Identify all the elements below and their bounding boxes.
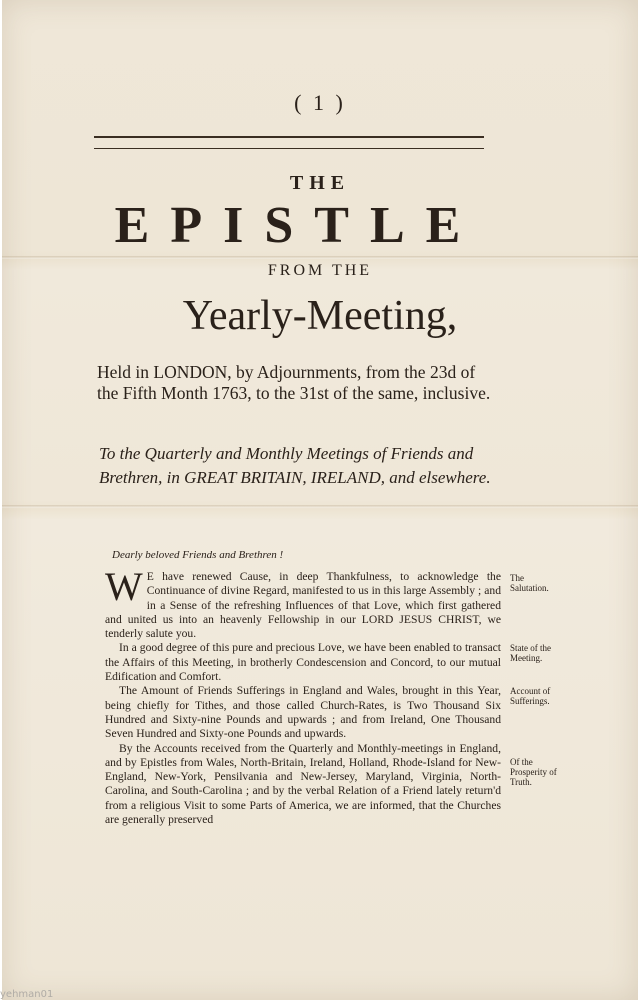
paragraph-text: E have renewed Cause, in deep Thankfulness, to acknowledge the Continuance of divine Regard, manifested to us in this large Assembly ; and in a Sense of the refreshing Influences of that Love, which first gathered and united us into an heavenly Fellowship in our LORD JESUS CHRIST, we tenderly salute you.: [105, 570, 501, 641]
margin-note-prosperity: Of the Prosperity of Truth.: [510, 757, 557, 787]
header-rule: [94, 136, 484, 138]
paragraph: The Amount of Friends Sufferings in England and Wales, brought in this Year, being chiefly for Tithes, and those called Church-Rates, is Two Thousand Six Hundred and Sixty-nine Pounds and upwards ; and from Ireland, One Thousand Seven Hundred and Sixty-one Pounds and upwards.: [105, 684, 501, 741]
paragraph: [105, 564, 501, 641]
epistle-body: [105, 564, 501, 827]
margin-note-state: State of the Meeting.: [510, 643, 551, 663]
margin-note-sufferings: Account of Sufferings.: [510, 686, 551, 706]
fold-line: [2, 256, 638, 259]
watermark: yehman01: [0, 989, 54, 1000]
held-statement: Held in LONDON, by Adjournments, from the 23d of the Fifth Month 1763, to the 31st of the same, inclusive.: [97, 362, 491, 403]
title-yearly-meeting: Yearly-Meeting,: [182, 293, 458, 339]
addressee: To the Quarterly and Monthly Meetings of Friends and Brethren, in GREAT BRITAIN, IRELAND, and elsewhere.: [99, 444, 491, 487]
title-the: THE: [289, 172, 351, 194]
drop-cap: W: [105, 564, 143, 609]
fold-line: [2, 505, 638, 508]
title-from-the: FROM THE: [267, 262, 373, 279]
paragraph: By the Accounts received from the Quarterly and Monthly-meetings in England, and by Epistles from Wales, North-Britain, Ireland, Holland, Rhode-Island for New-England, New-York, Pensilvania and New-Jersey, Maryland, Virginia, North-Carolina, and South-Carolina ; and by the verbal Relation of a Friend lately return'd from a religious Visit to some Parts of America, we are informed, that the Churches are generally preserved: [105, 741, 501, 827]
document-page: [2, 0, 638, 1000]
salutation: Dearly beloved Friends and Brethren !: [112, 549, 284, 561]
margin-note-salutation: The Salutation.: [510, 573, 549, 593]
page-number: ( 1 ): [294, 90, 346, 115]
title-epistle: EPISTLE: [114, 197, 482, 254]
paragraph: In a good degree of this pure and precious Love, we have been enabled to transact the Affairs of this Meeting, in brotherly Condescension and Concord, to our mutual Edification and Comfort.: [105, 641, 501, 684]
header-rule: [94, 148, 484, 149]
